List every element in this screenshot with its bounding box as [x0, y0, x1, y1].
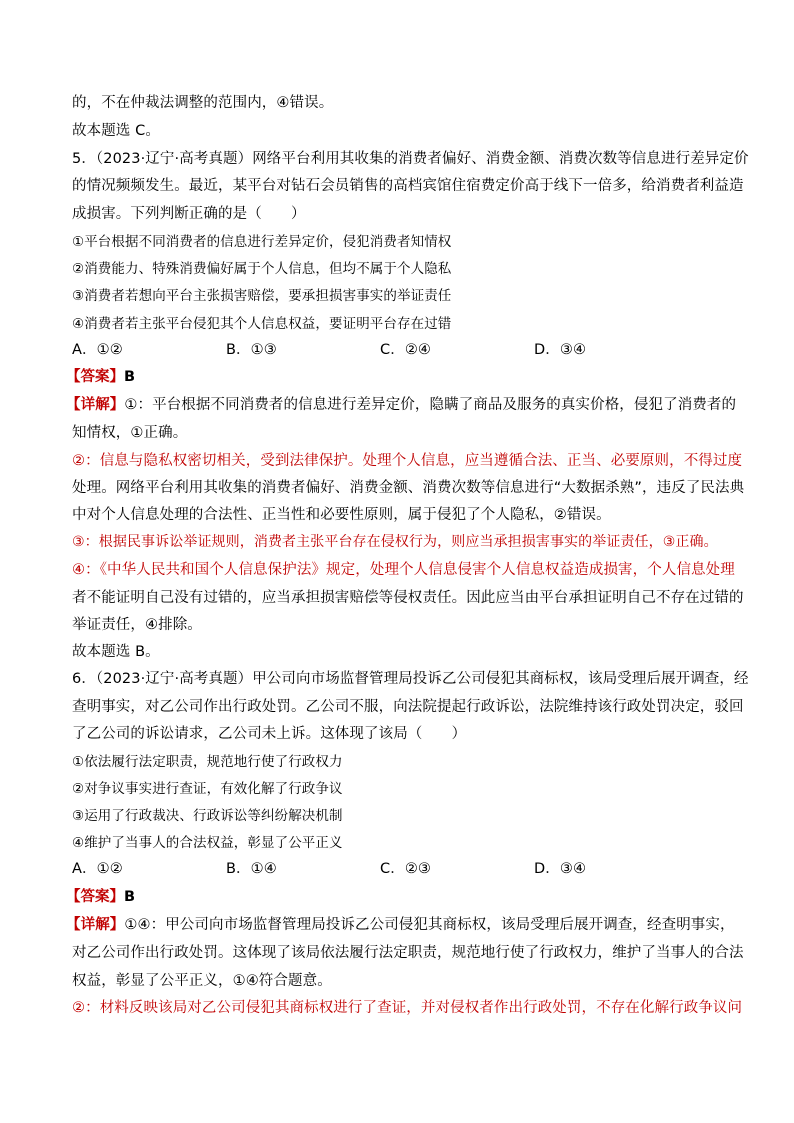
question-6-choice-b: B．①④ — [226, 861, 277, 877]
question-5-choice-c: C．②④ — [380, 342, 432, 358]
question-5-explanation-line: 处理。网络平台利用其收集的消费者偏好、消费金额、消费次数等信息进行“大数据杀熟”，违反了民法典 — [72, 480, 745, 496]
question-6-choice-c: C．②③ — [380, 861, 432, 877]
question-5-stem-line: 成损害。下列判断正确的是（ ） — [72, 206, 306, 222]
answer-value: B — [124, 369, 136, 385]
question-5-explanation-line: ②：信息与隐私权密切相关，受到法律保护。处理个人信息，应当遵循合法、正当、必要原则，不得过度 — [72, 453, 743, 469]
question-5-explanation-line: 举证责任，④排除。 — [72, 617, 202, 633]
explanation-text: ①：平台根据不同消费者的信息进行差异定价，隐瞒了商品及服务的真实价格，侵犯了消费者的 — [124, 397, 737, 413]
answer-conclusion: 故本题选 C。 — [72, 123, 160, 139]
question-5-stem-line: 5．（2023·辽宁·高考真题）网络平台利用其收集的消费者偏好、消费金额、消费次数等信息进行差异定价 — [72, 151, 749, 167]
explanation-label: 【详解】 — [66, 917, 125, 933]
question-6-explanation-line — [66, 915, 735, 935]
question-5-explanation-line — [66, 395, 736, 415]
question-6-explanation-line: ②：材料反映该局对乙公司侵犯其商标权进行了查证，并对侵权者作出行政处罚，不存在化解行政争议问 — [72, 1000, 743, 1016]
text-line: 的，不在仲裁法调整的范围内，④错误。 — [72, 95, 334, 111]
question-5-statement: ②消费能力、特殊消费偏好属于个人信息，但均不属于个人隐私 — [72, 261, 452, 277]
question-6-statement: ①依法履行法定职责，规范地行使了行政权力 — [72, 754, 343, 770]
question-5-choice-d: D．③④ — [534, 342, 587, 358]
question-6-statement: ②对争议事实进行查证，有效化解了行政争议 — [72, 781, 343, 797]
question-5-choice-a: A．①② — [72, 342, 123, 358]
question-6-statement: ③运用了行政裁决、行政诉讼等纠纷解决机制 — [72, 808, 343, 824]
question-5-explanation-line: 中对个人信息处理的合法性、正当性和必要性原则，属于侵犯了个人隐私，②错误。 — [72, 507, 611, 523]
question-6-explanation-line: 权益，彰显了公平正义，①④符合题意。 — [72, 973, 332, 989]
question-6-stem-line: 6．（2023·辽宁·高考真题）甲公司向市场监督管理局投诉乙公司侵犯其商标权，该局受理后展开调查，经 — [72, 671, 749, 687]
answer-value: B — [124, 889, 136, 905]
question-6-explanation-line: 对乙公司作出行政处罚。这体现了该局依法履行法定职责，规范地行使了行政权力，维护了当事人的合法 — [72, 945, 744, 961]
question-6-choice-d: D．③④ — [534, 861, 587, 877]
explanation-label: 【详解】 — [66, 397, 125, 413]
question-5-statement: ①平台根据不同消费者的信息进行差异定价，侵犯消费者知情权 — [72, 234, 452, 250]
question-5-statement: ④消费者若主张平台侵犯其个人信息权益，要证明平台存在过错 — [72, 316, 452, 332]
question-6-choice-a: A．①② — [72, 861, 123, 877]
question-6-answer — [66, 887, 135, 907]
question-5-answer — [66, 367, 135, 387]
answer-label: 【答案】 — [66, 889, 124, 905]
explanation-text: ①④：甲公司向市场监督管理局投诉乙公司侵犯其商标权，该局受理后展开调查，经查明事实， — [124, 917, 735, 933]
question-6-stem-line: 查明事实，对乙公司作出行政处罚。乙公司不服，向法院提起行政诉讼，法院维持该行政处罚决定，驳回 — [72, 699, 744, 715]
question-5-stem-line: 的情况频频发生。最近，某平台对钻石会员销售的高档宾馆住宿费定价高于线下一倍多，给消费者利益造 — [72, 178, 744, 194]
question-5-explanation-line: ④：《中华人民共和国个人信息保护法》规定，处理个人信息侵害个人信息权益造成损害，个人信息处理 — [72, 562, 735, 578]
question-6-statement: ④维护了当事人的合法权益，彰显了公平正义 — [72, 835, 343, 851]
question-5-explanation-line: 者不能证明自己没有过错的，应当承担损害赔偿等侵权责任。因此应当由平台承担证明自己不存在过错的 — [72, 590, 744, 606]
question-6-stem-line: 了乙公司的诉讼请求，乙公司未上诉。这体现了该局（ ） — [72, 726, 467, 742]
question-5-choice-b: B．①③ — [226, 342, 277, 358]
question-5-explanation-line: 知情权，①正确。 — [72, 425, 188, 441]
answer-label: 【答案】 — [66, 369, 124, 385]
question-5-explanation-line: ③：根据民事诉讼举证规则，消费者主张平台存在侵权行为，则应当承担损害事实的举证责任，③正确。 — [72, 534, 718, 550]
question-5-statement: ③消费者若想向平台主张损害赔偿，要承担损害事实的举证责任 — [72, 288, 452, 304]
answer-conclusion: 故本题选 B。 — [72, 644, 160, 660]
